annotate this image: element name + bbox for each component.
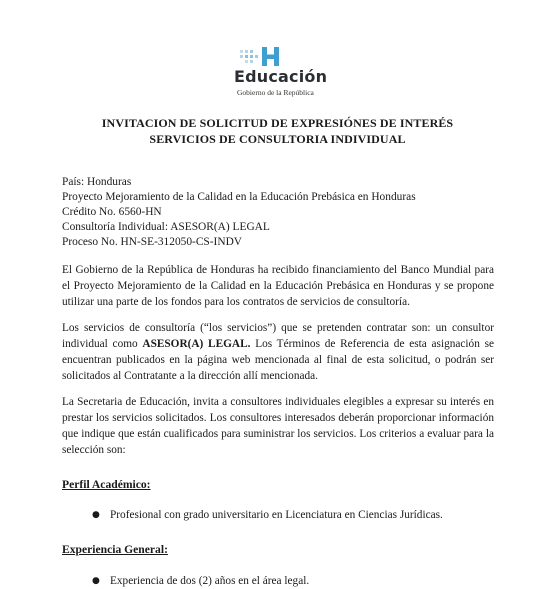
bullet-icon: ● [92,510,100,520]
paragraph-financing: El Gobierno de la República de Honduras ha recibido financiamiento del Banco Mundial para el Proyecto Mejoramiento de la Calidad en la Educación Prebásica en Honduras y se propone utilizar una parte de los fondos para los contratos de servicios de consultoría. [62,264,494,308]
paragraph-services-bold: ASESOR(A) LEGAL. [142,338,251,350]
info-project: Proyecto Mejoramiento de la Calidad en la Educación Prebásica en Honduras [62,191,416,203]
logo-subtitle: Gobierno de la República [237,88,314,97]
document-title-line-1: INVITACION DE SOLICITUD DE EXPRESIÓNES DE INTERÉS [101,116,454,130]
education-logo [234,46,334,102]
paragraph-services-text-2: Los Términos de Referencia de esta asignación se encuentran publicados en la página web mencionada al final de esta solicitud, o podrán ser solicitados al Contratante a la dirección allí mencionada. [62,338,495,382]
bullet-icon: ● [92,576,100,586]
logo-wordmark: Educación [234,67,328,86]
list-item-text: Profesional con grado universitario en Licenciatura en Ciencias Jurídicas. [110,509,443,521]
info-country: País: Honduras [62,176,132,188]
paragraph-services [62,320,494,384]
list-item-academic-profile [92,509,443,521]
list-item-text: Experiencia de dos (2) años en el área legal. [110,575,310,587]
heading-general-experience: Experiencia General: [62,543,168,556]
list-item-general-experience [92,575,309,587]
paragraph-services-text-1: Los servicios de consultoría (“los servicios”) que se pretenden contratar son: un consultor individual como [62,322,494,350]
heading-academic-profile: Perfil Académico: [62,478,151,491]
document-title-line-2: SERVICIOS DE CONSULTORIA INDIVIDUAL [149,132,406,146]
logo-mark-icon [240,46,292,68]
paragraph-invitation: La Secretaria de Educación, invita a consultores individuales elegibles a expresar su interés en prestar los servicios solicitados. Los consultores interesados deberán proporcionar información que indique que están cualificados para suministrar los servicios. Los criterios a evaluar para la selección son: [62,396,494,456]
info-process: Proceso No. HN-SE-312050-CS-INDV [62,236,243,248]
info-consultancy: Consultoría Individual: ASESOR(A) LEGAL [62,221,270,233]
info-credit: Crédito No. 6560-HN [62,206,162,218]
